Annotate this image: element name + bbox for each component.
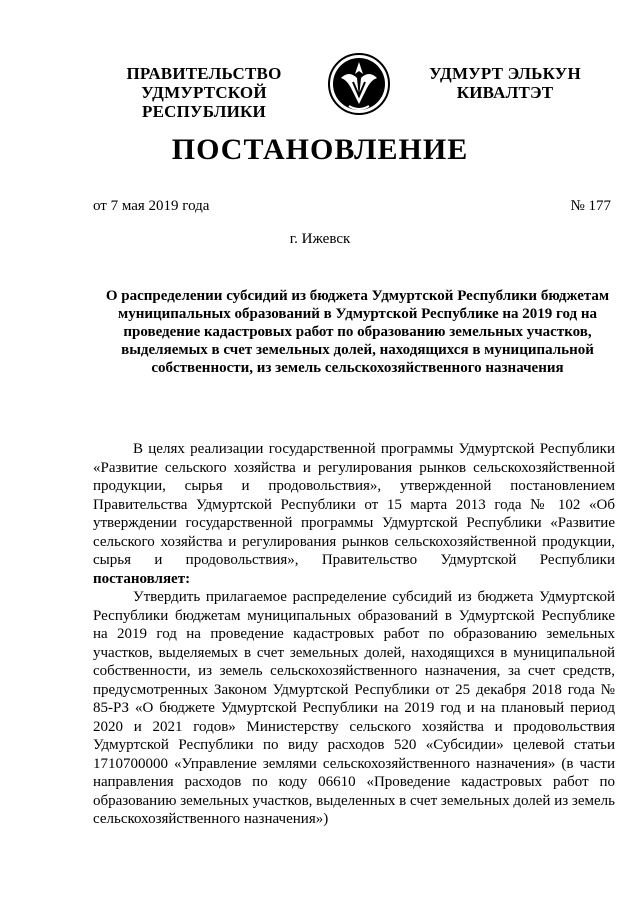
keyword-resolves: постановляет bbox=[93, 570, 186, 587]
government-name-russian bbox=[88, 64, 320, 121]
document-title: ПОСТАНОВЛЕНИЕ bbox=[171, 133, 469, 166]
document-date: от 7 мая 2019 года bbox=[93, 198, 210, 214]
government-name-line2: УДМУРТСКОЙ РЕСПУБЛИКИ bbox=[141, 83, 267, 121]
keyword-colon: : bbox=[185, 570, 191, 587]
document-subject: О распределении субсидий из бюджета Удмуртской Республики бюджетам муниципальных образований в Удмуртской Республике на 2019 год на проведение кадастровых работ по образованию земельных участков, выделяемых в счет земельных долей, находящихся в муниципальной собственности, из земель сельскохозяйственного назначения bbox=[105, 288, 610, 376]
government-name-udmurt bbox=[420, 64, 590, 102]
body-paragraph-1 bbox=[93, 440, 615, 588]
government-name-line1: ПРАВИТЕЛЬСТВО bbox=[126, 64, 282, 83]
udmurtia-coat-of-arms-icon bbox=[327, 52, 391, 116]
document-number: № 177 bbox=[570, 198, 611, 214]
government-name-udmurt-line1: УДМУРТ ЭЛЬКУН bbox=[429, 64, 581, 83]
document-city: г. Ижевск bbox=[289, 231, 351, 247]
government-name-udmurt-line2: КИВАЛТЭТ bbox=[456, 83, 554, 102]
paragraph-1-text: В целях реализации государственной программы Удмуртской Республики «Развитие сельского хозяйства и регулирования рынков сельскохозяйственной продукции, сырья и продовольствия», утвержденной постановлением Правительства Удмуртской Республики от 15 марта 2013 года № 102 «Об утверждении государственной программы Удмуртской Республики «Развитие сельского хозяйства и регулирования рынков сельскохозяйственной продукции, сырья и продовольствия», Правительство Удмуртской Республики bbox=[93, 441, 615, 568]
body-paragraph-2: Утвердить прилагаемое распределение субсидий из бюджета Удмуртской Республики бюджетам муниципальных образований в Удмуртской Республике на 2019 год на проведение кадастровых работ по образованию земельных участков, выделяемых в счет земельных долей, находящихся в муниципальной собственности, из земель сельскохозяйственного назначения, за счет средств, предусмотренных Законом Удмуртской Республики от 25 декабря 2018 года № 85-РЗ «О бюджете Удмуртской Республики на 2019 год и на плановый период 2020 и 2021 годов» Министерству сельского хозяйства и продовольствия Удмуртской Республики по виду расходов 520 «Субсидии» целевой статьи 1710700000 «Управление землями сельскохозяйственного назначения» (в части направления расходов по коду 06610 «Проведение кадастровых работ по образованию земельных участков, выделенных в счет земельных долей из земель сельскохозяйственного назначения») bbox=[93, 589, 615, 827]
document-body bbox=[93, 440, 615, 829]
